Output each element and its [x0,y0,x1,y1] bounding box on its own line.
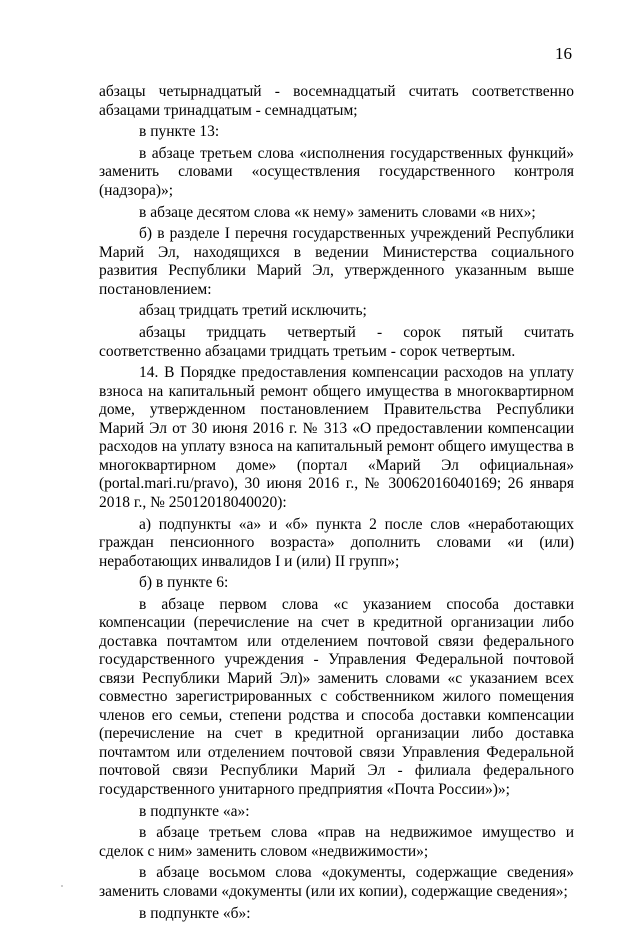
paragraph-2: в пункте 13: [139,123,220,141]
paragraph-6: абзац тридцать третий исключить; [139,302,367,320]
paragraph-12: в подпункте «а»: [139,802,250,820]
paragraph-7: абзацы тридцать четвертый - сорок пятый считать соответственно абзацами тридцать третьим - сорок четвертым. [99,324,574,360]
paragraph-9: а) подпункты «а» и «б» пункта 2 после слов «неработающих граждан пенсионного возраста» дополнить словами «и (или) неработающих инвалидов I и (или) II групп»; [99,515,574,570]
paragraph-11: в абзаце первом слова «с указанием способа доставки компенсации (перечисление на счет в кредитной организации либо доставка почтамтом или отделением почтовой связи федерального государственного учреждения - Управления Федеральной почтовой связи Республики Марий Эл)» заменить словами «с указанием всех совместно зарегистрированных с собственником жилого помещения членов его семьи, степени родства и способа доставки компенсации (перечисление на счет в кредитной организации либо доставка почтамтом или отделением почтовой связи Управления Федеральной почтовой связи Республики Марий Эл - филиала федерального государственного унитарного предприятия «Почта России»)»; [99,595,574,798]
paragraph-8: 14. В Порядке предоставления компенсации расходов на уплату взноса на капитальный ремонт общего имущества в многоквартирном доме, утвержденном постановлением Правительства Республики Марий Эл от 30 июня 2016 г. № 313 «О предоставлении компенсации расходов на уплату взноса на капитальный ремонт общего имущества в многоквартирном доме» (портал «Марий Эл официальная» (portal.mari.ru/pravo), 30 июня 2016 г., № 30062016040169; 26 января 2018 г., № 25012018040020): [99,364,574,511]
paragraph-13: в абзаце третьем слова «прав на недвижимое имущество и сделок с ним» заменить словом «недвижимости»; [99,824,574,860]
paragraph-1: абзацы четырнадцатый - восемнадцатый считать соответственно абзацами тринадцатым - семнадцатым; [99,83,574,119]
paragraph-4: в абзаце десятом слова «к нему» заменить словами «в них»; [139,203,536,221]
paragraph-5: б) в разделе I перечня государственных учреждений Республики Марий Эл, находящихся в ведении Министерства социального развития Республики Марий Эл, утвержденного указанным выше постановлением: [99,225,574,298]
scan-speck [61,885,63,887]
document-body [99,83,574,926]
paragraph-15: в подпункте «б»: [139,904,251,922]
paragraph-10: б) в пункте 6: [139,574,229,592]
page-number: 16 [555,44,572,63]
paragraph-3: в абзаце третьем слова «исполнения государственных функций» заменить словами «осуществления государственного контроля (надзора)»; [99,144,574,199]
paragraph-14: в абзаце восьмом слова «документы, содержащие сведения» заменить словами «документы (или их копии), содержащие сведения»; [99,864,574,900]
